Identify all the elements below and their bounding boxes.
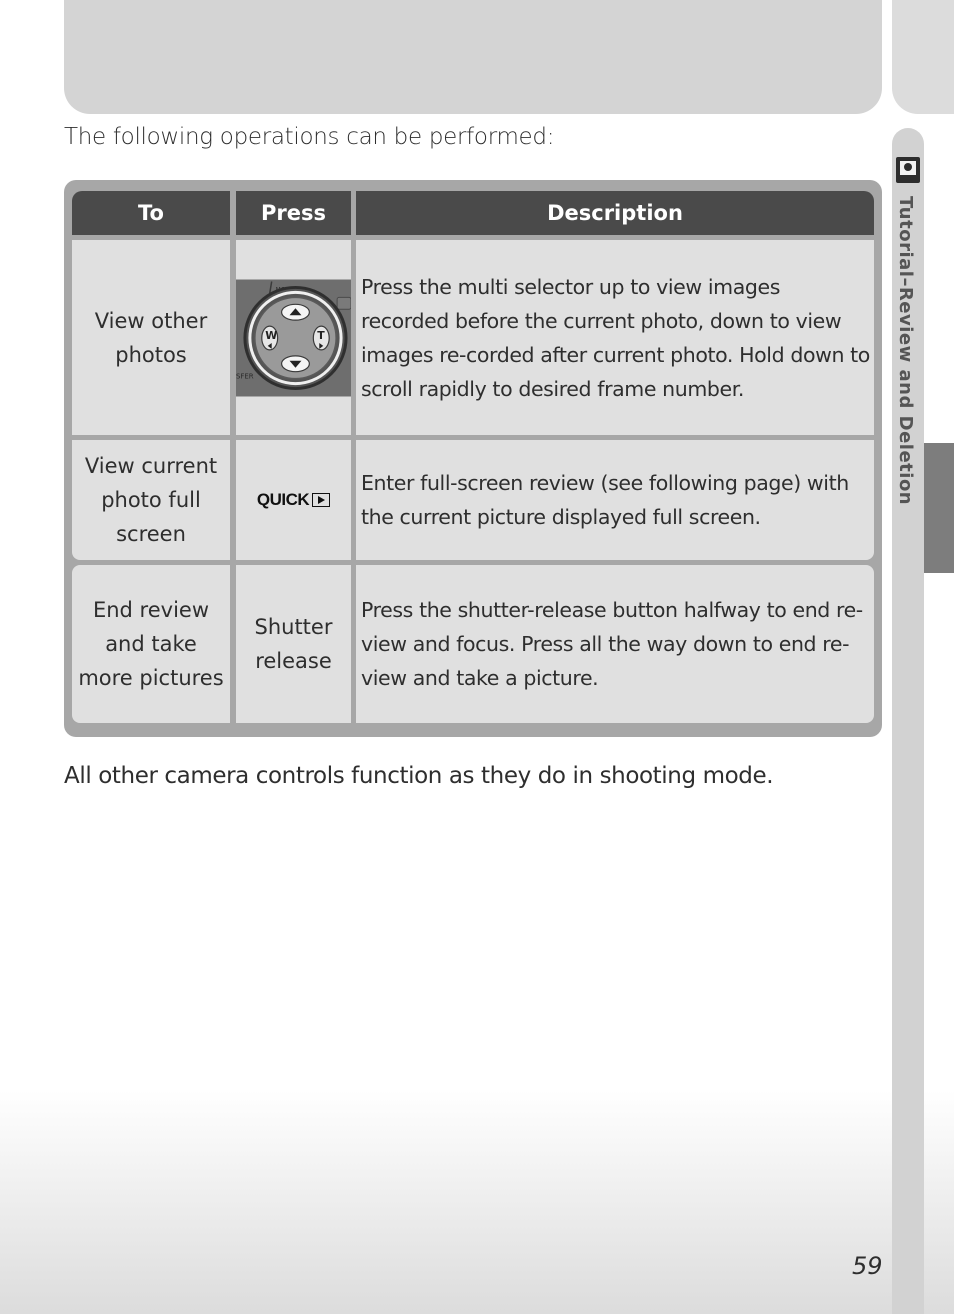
play-icon <box>312 493 330 507</box>
row1-press <box>236 240 351 435</box>
row2-to: View current photo full screen <box>72 440 230 560</box>
row3-to: End review and take more pictures <box>72 565 230 723</box>
row2-press <box>236 440 351 560</box>
svg-text:SFER: SFER <box>236 372 254 381</box>
closing-text: All other camera controls function as they do in shooting mode. <box>64 763 774 789</box>
row1-to: View other photos <box>72 240 230 435</box>
header-tab <box>892 0 954 114</box>
quick-review-button: QUICK <box>257 483 330 517</box>
section-title: Tutorial–Review and Deletion <box>895 196 916 506</box>
intro-text: The following operations can be performed: <box>64 124 555 150</box>
review-delete-icon <box>896 157 920 183</box>
header-description: Description <box>356 191 874 235</box>
header-to: To <box>72 191 230 235</box>
header-banner <box>64 0 882 114</box>
row3-description: Press the shutter-release button halfway to end re-view and focus. Press all the way down to end re-view and take a picture. <box>356 565 874 723</box>
svg-text:W: W <box>265 328 278 342</box>
page-number: 59 <box>852 1252 883 1280</box>
row2-description: Enter full-screen review (see following page) with the current picture displayed full screen. <box>356 440 874 560</box>
header-press: Press <box>236 191 351 235</box>
section-marker <box>924 443 954 573</box>
multi-selector-icon <box>236 279 351 397</box>
row1-description: Press the multi selector up to view images recorded before the current photo, down to view images re-corded after current photo. Hold down to scroll rapidly to desired frame number. <box>356 240 874 435</box>
svg-text:T: T <box>317 328 325 342</box>
row3-press: Shutter release <box>236 565 351 723</box>
